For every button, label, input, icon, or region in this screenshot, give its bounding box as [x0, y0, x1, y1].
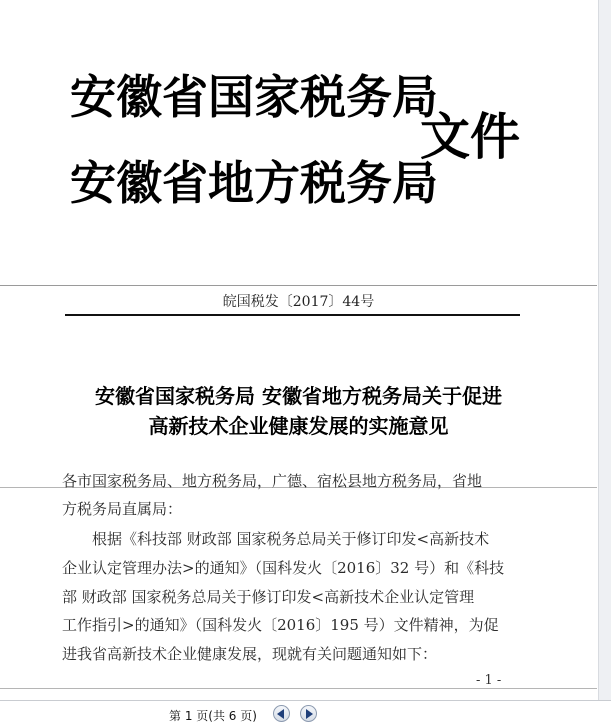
- status-bar: [0, 700, 611, 727]
- body-text-line: 方税务局直属局：: [62, 500, 183, 518]
- body-text-line: 根据《科技部 财政部 国家税务总局关于修订印发<高新技术: [92, 530, 490, 548]
- body-text-line: 进我省高新技术企业健康发展，现就有关问题通知如下：: [62, 645, 438, 663]
- vertical-scrollbar[interactable]: [598, 0, 611, 700]
- page-indicator: 第 1 页(共 6 页): [169, 709, 257, 723]
- issuer-name-2: 安徽省地方税务局: [70, 156, 438, 210]
- document-title-line-2: 高新技术企业健康发展的实施意见: [148, 414, 449, 438]
- body-text-line: 企业认定管理办法>的通知》（国科发火〔2016〕32 号）和《科技: [62, 559, 505, 577]
- page-separator: [0, 688, 597, 689]
- issuer-name-1: 安徽省国家税务局: [70, 70, 438, 124]
- document-title-line-1: 安徽省国家税务局 安徽省地方税务局关于促进: [95, 384, 502, 408]
- body-text-line: 部 财政部 国家税务总局关于修订印发<高新技术企业认定管理: [62, 588, 475, 606]
- page-footer-number: - 1 -: [476, 673, 502, 688]
- body-text-line: 工作指引>的通知》（国科发火〔2016〕195 号）文件精神，为促: [62, 616, 499, 634]
- next-page-button[interactable]: [300, 705, 317, 722]
- triangle-right-icon: [306, 709, 313, 719]
- triangle-left-icon: [277, 709, 284, 719]
- page-separator: [0, 285, 597, 286]
- previous-page-button[interactable]: [273, 705, 290, 722]
- document-number: 皖国税发〔2017〕44号: [222, 294, 375, 310]
- header-red-rule: [65, 314, 520, 316]
- document-type-word: 文件: [420, 107, 520, 166]
- body-text-line: 各市国家税务局、地方税务局，广德、宿松县地方税务局，省地: [62, 472, 483, 490]
